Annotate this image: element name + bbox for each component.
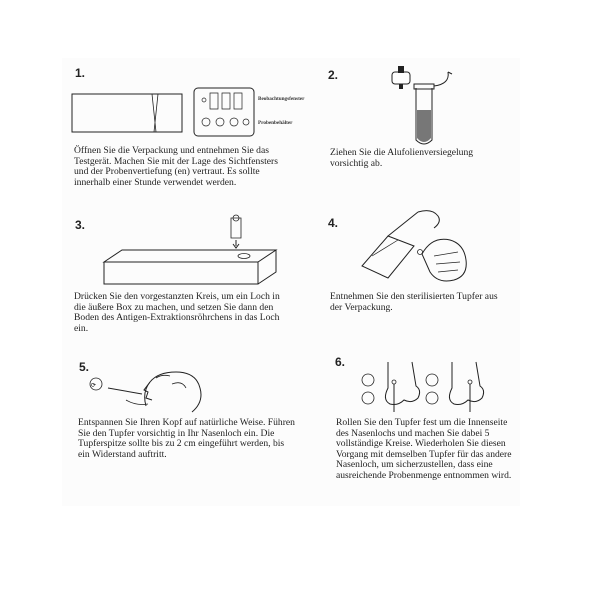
step-1-number: 1. [75, 66, 86, 80]
step-2-number: 2. [328, 68, 339, 82]
swab-package-illustration [358, 206, 478, 286]
box-hole-illustration [100, 214, 280, 290]
step-6-text: Rollen Sie den Tupfer fest um die Innenseite des Nasenlochs und machen Sie dabei 5 vollständige Kreise. Wiederholen Sie diesen Vorgang mit demselben Tupfer für das andere Nasenloch, um sicherzustellen, dass eine ausreichende Probenmenge entnommen wird. [336, 417, 512, 481]
window-label: Beobachtungsfenster [258, 96, 305, 102]
test-device-illustration [70, 84, 260, 140]
step-4-text: Entnehmen Sie den sterilisierten Tupfer aus der Verpackung. [330, 291, 498, 313]
step-6-number: 6. [335, 355, 346, 369]
tube-foil-illustration [390, 66, 470, 148]
svg-text:⟳: ⟳ [91, 382, 97, 389]
step-3-number: 3. [75, 218, 86, 232]
step-4-number: 4. [328, 216, 339, 230]
nostril-rotation-illustration [360, 360, 490, 420]
step-3-text: Drücken Sie den vorgestanzten Kreis, um ein Loch in die äußere Box zu machen, und setzen Sie dann den Boden des Antigen-Extraktionsröhrchens in das Loch ein. [74, 291, 280, 334]
step-1-text: Öffnen Sie die Verpackung und entnehmen Sie das Testgerät. Machen Sie mit der Lage des Sichtfensters und der Probenvertiefung (en) vertraut. Es sollte innerhalb einer Stunde verwendet werden. [74, 145, 278, 188]
head-swab-illustration [86, 356, 216, 416]
well-label: Probenbehälter [258, 120, 293, 126]
step-5-number: 5. [79, 360, 90, 374]
step-2-text: Ziehen Sie die Alufolienversiegelung vorsichtig ab. [330, 147, 474, 169]
step-5-text: Entspannen Sie Ihren Kopf auf natürliche Weise. Führen Sie den Tupfer vorsichtig in Ihr Nasenloch ein. Die Tupferspitze sollte bis zu 2 cm eingeführt werden, bis ein Widerstand auftritt. [78, 417, 295, 460]
